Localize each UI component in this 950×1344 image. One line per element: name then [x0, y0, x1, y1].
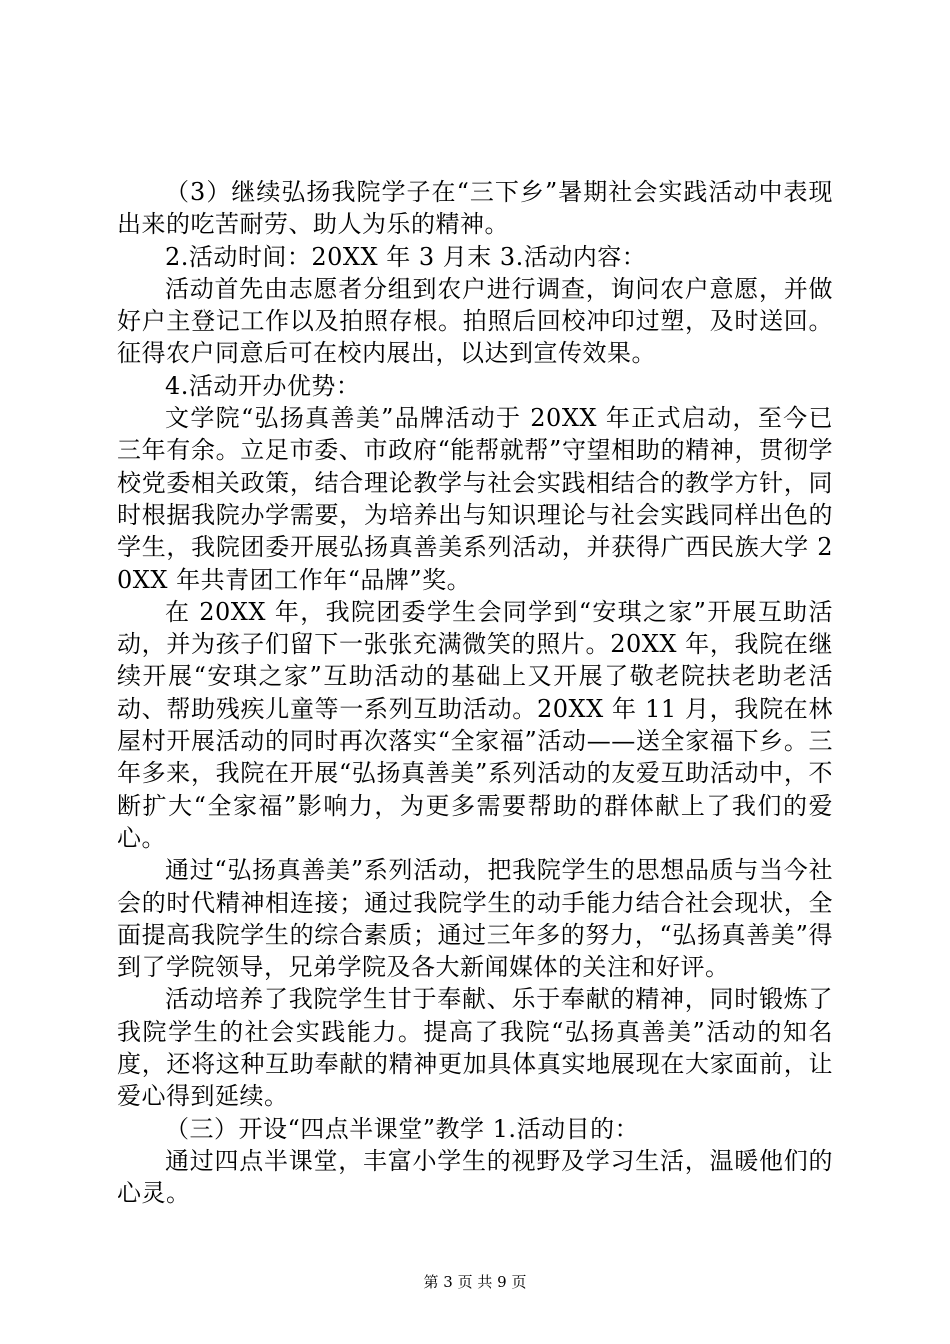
paragraph-activity-time: 2.活动时间：20XX 年 3 月末 3.活动内容： [165, 242, 647, 271]
paragraph-advantages-heading: 4.活动开办优势： [165, 371, 361, 400]
page-number-footer: 第 3 页 共 9 页 [423, 1273, 527, 1291]
paragraph-outcomes: 通过“弘扬真善美”系列活动，把我院学生的思想品质与当今社会的时代精神相连接；通过我院学生的动手能力结合社会现状，全面提高我院学生的综合素质；通过三年多的努力，“弘扬真善美”得到了学院领导，兄弟学院及各大新闻媒体的关注和好评。 [117, 856, 833, 982]
paragraph-goal-3: （3）继续弘扬我院学子在“三下乡”暑期社会实践活动中表现出来的吃苦耐劳、助人为乐的精神。 [117, 178, 833, 239]
paragraph-brand-activity: 文学院“弘扬真善美”品牌活动于 20XX 年正式启动，至今已三年有余。立足市委、市政府“能帮就帮”守望相助的精神，贯彻学校党委相关政策，结合理论教学与社会实践相结合的教学方针，同时根据我院办学需要，为培养出与知识理论与社会实践同样出色的学生，我院团委开展弘扬真善美系列活动，并获得广西民族大学 20XX 年共青团工作年“品牌”奖。 [117, 404, 833, 594]
paragraph-activity-content: 活动首先由志愿者分组到农户进行调查，询问农户意愿，并做好户主登记工作以及拍照存根。拍照后回校冲印过塑，及时送回。征得农户同意后可在校内展出，以达到宣传效果。 [117, 274, 833, 368]
paragraph-section-three-heading: （三）开设“四点半课堂”教学 1.活动目的： [165, 1114, 640, 1143]
paragraph-impact: 活动培养了我院学生甘于奉献、乐于奉献的精神，同时锻炼了我院学生的社会实践能力。提高了我院“弘扬真善美”活动的知名度，还将这种互助奉献的精神更加具体真实地展现在大家面前，让爱心得到延续。 [117, 985, 833, 1111]
paragraph-history: 在 20XX 年，我院团委学生会同学到“安琪之家”开展互助活动，并为孩子们留下一张张充满微笑的照片。20XX 年，我院在继续开展“安琪之家”互助活动的基础上又开展了敬老院扶老助老活动、帮助残疾儿童等一系列互助活动。20XX 年 11 月，我院在林屋村开展活动的同时再次落实“全家福”活动——送全家福下乡。三年多来，我院在开展“弘扬真善美”系列活动的友爱互助活动中，不断扩大“全家福”影响力，为更多需要帮助的群体献上了我们的爱心。 [117, 597, 833, 852]
document-body [117, 176, 833, 1210]
paragraph-section-three-goal: 通过四点半课堂，丰富小学生的视野及学习生活，温暖他们的心灵。 [117, 1146, 833, 1208]
